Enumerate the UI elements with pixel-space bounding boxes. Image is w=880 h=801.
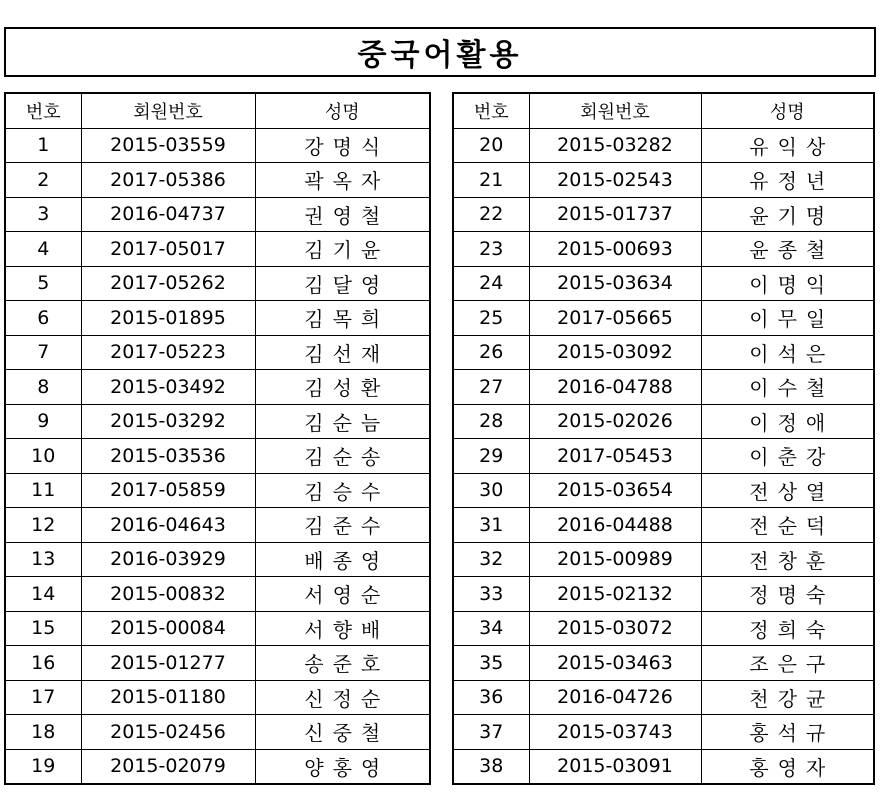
member-name: 이정애 [701, 404, 874, 439]
row-number: 26 [453, 335, 529, 370]
table-row [5, 508, 430, 543]
row-number: 12 [5, 508, 81, 543]
row-number: 24 [453, 266, 529, 301]
member-id: 2016-04488 [529, 508, 701, 543]
table-row [5, 370, 430, 405]
member-name: 홍영자 [701, 749, 874, 784]
table-row [453, 473, 874, 508]
member-id: 2015-03743 [529, 715, 701, 750]
member-name: 김승수 [255, 473, 430, 508]
row-number: 10 [5, 439, 81, 474]
table-row [5, 335, 430, 370]
table-row [5, 163, 430, 198]
member-id: 2015-03559 [81, 128, 255, 163]
member-id: 2015-00989 [529, 542, 701, 577]
row-number: 22 [453, 197, 529, 232]
member-id: 2015-02456 [81, 715, 255, 750]
row-number: 30 [453, 473, 529, 508]
member-id: 2016-03929 [81, 542, 255, 577]
table-row [5, 473, 430, 508]
member-name: 전상열 [701, 473, 874, 508]
member-id: 2016-04737 [81, 197, 255, 232]
member-id: 2017-05223 [81, 335, 255, 370]
row-number: 32 [453, 542, 529, 577]
member-name: 배종영 [255, 542, 430, 577]
table-row [453, 232, 874, 267]
member-id: 2017-05262 [81, 266, 255, 301]
table-row [5, 128, 430, 163]
member-id: 2015-03091 [529, 749, 701, 784]
table-row [5, 611, 430, 646]
table-row [453, 577, 874, 612]
table-row [453, 542, 874, 577]
member-name: 이무일 [701, 301, 874, 336]
member-name: 조은구 [701, 646, 874, 681]
member-name: 이석은 [701, 335, 874, 370]
member-name: 이명익 [701, 266, 874, 301]
member-name: 김준수 [255, 508, 430, 543]
member-name: 유정년 [701, 163, 874, 198]
member-id: 2015-02132 [529, 577, 701, 612]
row-number: 16 [5, 646, 81, 681]
member-table-left [4, 92, 431, 785]
table-row [5, 301, 430, 336]
row-number: 3 [5, 197, 81, 232]
row-number: 13 [5, 542, 81, 577]
member-id: 2015-03292 [81, 404, 255, 439]
row-number: 19 [5, 749, 81, 784]
member-name: 권영철 [255, 197, 430, 232]
member-id: 2017-05386 [81, 163, 255, 198]
row-number: 25 [453, 301, 529, 336]
page-title: 중국어활용 [357, 38, 523, 73]
table-row [5, 577, 430, 612]
row-number: 27 [453, 370, 529, 405]
member-name: 정명숙 [701, 577, 874, 612]
member-name: 곽옥자 [255, 163, 430, 198]
table-row [5, 232, 430, 267]
member-name: 김순늠 [255, 404, 430, 439]
row-number: 5 [5, 266, 81, 301]
member-name: 양홍영 [255, 749, 430, 784]
row-number: 23 [453, 232, 529, 267]
member-id: 2015-03463 [529, 646, 701, 681]
row-number: 35 [453, 646, 529, 681]
member-name: 김기윤 [255, 232, 430, 267]
row-number: 31 [453, 508, 529, 543]
table-row [453, 749, 874, 784]
row-number: 38 [453, 749, 529, 784]
member-id: 2015-03492 [81, 370, 255, 405]
row-number: 34 [453, 611, 529, 646]
row-number: 15 [5, 611, 81, 646]
member-name: 이수철 [701, 370, 874, 405]
header-number: 번호 [5, 93, 81, 128]
member-id: 2016-04726 [529, 680, 701, 715]
table-row [453, 370, 874, 405]
table-row [453, 611, 874, 646]
row-number: 37 [453, 715, 529, 750]
row-number: 17 [5, 680, 81, 715]
member-id: 2015-03536 [81, 439, 255, 474]
member-name: 유익상 [701, 128, 874, 163]
row-number: 1 [5, 128, 81, 163]
row-number: 21 [453, 163, 529, 198]
header-row [453, 93, 874, 128]
member-id: 2017-05665 [529, 301, 701, 336]
member-id: 2015-02026 [529, 404, 701, 439]
table-row [453, 163, 874, 198]
member-name: 김달영 [255, 266, 430, 301]
member-name: 천강균 [701, 680, 874, 715]
member-table-right [452, 92, 875, 785]
table-row [5, 197, 430, 232]
row-number: 11 [5, 473, 81, 508]
member-id: 2015-03282 [529, 128, 701, 163]
member-id: 2015-03092 [529, 335, 701, 370]
table-row [453, 646, 874, 681]
table-row [5, 404, 430, 439]
header-number: 번호 [453, 93, 529, 128]
row-number: 4 [5, 232, 81, 267]
row-number: 36 [453, 680, 529, 715]
member-name: 윤종철 [701, 232, 874, 267]
table-row [453, 128, 874, 163]
member-name: 김목희 [255, 301, 430, 336]
table-row [5, 439, 430, 474]
member-id: 2015-01895 [81, 301, 255, 336]
member-id: 2015-03634 [529, 266, 701, 301]
row-number: 8 [5, 370, 81, 405]
table-row [5, 680, 430, 715]
member-id: 2017-05859 [81, 473, 255, 508]
header-name: 성명 [255, 93, 430, 128]
table-row [453, 404, 874, 439]
row-number: 6 [5, 301, 81, 336]
member-name: 전순덕 [701, 508, 874, 543]
header-row [5, 93, 430, 128]
member-id: 2017-05453 [529, 439, 701, 474]
header-member-id: 회원번호 [529, 93, 701, 128]
table-row [453, 715, 874, 750]
member-name: 전창훈 [701, 542, 874, 577]
row-number: 20 [453, 128, 529, 163]
member-name: 김성환 [255, 370, 430, 405]
member-name: 송준호 [255, 646, 430, 681]
member-name: 정희숙 [701, 611, 874, 646]
table-row [453, 680, 874, 715]
row-number: 7 [5, 335, 81, 370]
table-row [453, 266, 874, 301]
table-row [5, 646, 430, 681]
member-id: 2015-01277 [81, 646, 255, 681]
member-name: 윤기명 [701, 197, 874, 232]
member-id: 2015-00832 [81, 577, 255, 612]
table-row [5, 542, 430, 577]
member-name: 김순송 [255, 439, 430, 474]
member-id: 2015-00693 [529, 232, 701, 267]
row-number: 28 [453, 404, 529, 439]
row-number: 2 [5, 163, 81, 198]
member-id: 2015-03654 [529, 473, 701, 508]
table-row [453, 508, 874, 543]
table-row [453, 439, 874, 474]
table-row [5, 749, 430, 784]
member-id: 2015-03072 [529, 611, 701, 646]
member-id: 2016-04788 [529, 370, 701, 405]
table-row [5, 266, 430, 301]
row-number: 29 [453, 439, 529, 474]
header-name: 성명 [701, 93, 874, 128]
member-id: 2015-00084 [81, 611, 255, 646]
member-name: 신중철 [255, 715, 430, 750]
header-member-id: 회원번호 [81, 93, 255, 128]
row-number: 33 [453, 577, 529, 612]
table-row [453, 301, 874, 336]
row-number: 18 [5, 715, 81, 750]
row-number: 9 [5, 404, 81, 439]
member-id: 2017-05017 [81, 232, 255, 267]
member-name: 홍석규 [701, 715, 874, 750]
member-name: 강명식 [255, 128, 430, 163]
member-id: 2015-01737 [529, 197, 701, 232]
row-number: 14 [5, 577, 81, 612]
member-name: 서향배 [255, 611, 430, 646]
member-id: 2015-01180 [81, 680, 255, 715]
member-name: 김선재 [255, 335, 430, 370]
page-title-box [4, 27, 876, 77]
member-id: 2015-02543 [529, 163, 701, 198]
table-row [5, 715, 430, 750]
member-name: 신정순 [255, 680, 430, 715]
member-id: 2016-04643 [81, 508, 255, 543]
table-row [453, 335, 874, 370]
member-name: 서영순 [255, 577, 430, 612]
member-id: 2015-02079 [81, 749, 255, 784]
member-name: 이춘강 [701, 439, 874, 474]
table-row [453, 197, 874, 232]
